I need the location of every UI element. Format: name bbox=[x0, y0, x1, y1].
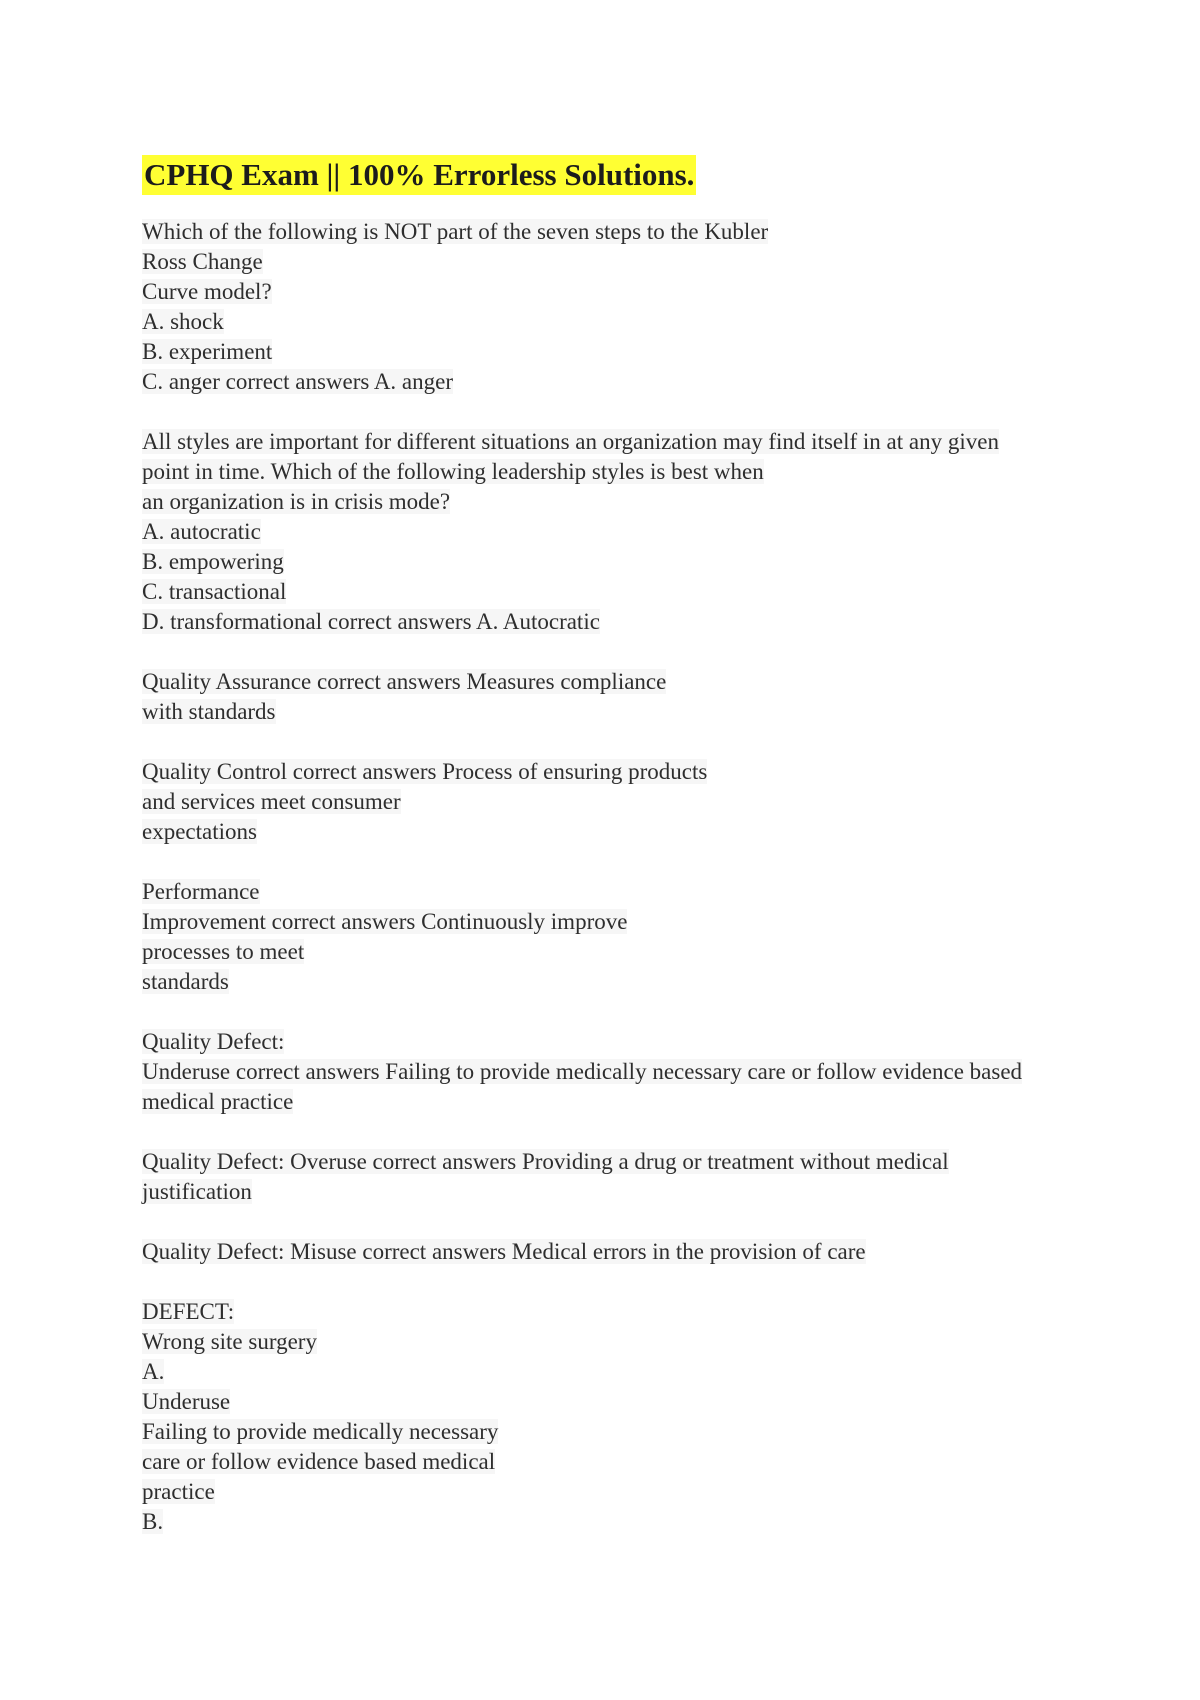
text-line: medical practice bbox=[142, 1089, 294, 1114]
text-line: All styles are important for different situations an organization may find itself in at any given bbox=[142, 429, 999, 454]
document-title: CPHQ Exam || 100% Errorless Solutions. bbox=[142, 155, 696, 195]
text-line: Curve model? bbox=[142, 279, 272, 304]
definition-block bbox=[142, 1237, 1062, 1267]
text-line: DEFECT: bbox=[142, 1299, 235, 1324]
text-line: with standards bbox=[142, 699, 276, 724]
document-page bbox=[142, 155, 1062, 1567]
text-line: Quality Defect: bbox=[142, 1029, 285, 1054]
text-line: Quality Defect: Overuse correct answers Providing a drug or treatment without medical bbox=[142, 1149, 949, 1174]
option-line: A. bbox=[142, 1359, 165, 1384]
text-line: Improvement correct answers Continuously improve bbox=[142, 909, 628, 934]
text-line: Performance bbox=[142, 879, 260, 904]
text-line: Failing to provide medically necessary bbox=[142, 1419, 499, 1444]
text-line: point in time. Which of the following leadership styles is best when bbox=[142, 459, 764, 484]
definition-block bbox=[142, 1147, 1062, 1207]
text-line: Wrong site surgery bbox=[142, 1329, 317, 1354]
question-block bbox=[142, 1297, 1062, 1537]
text-line: Ross Change bbox=[142, 249, 263, 274]
text-line: an organization is in crisis mode? bbox=[142, 489, 451, 514]
option-line: C. transactional bbox=[142, 579, 287, 604]
text-line: Quality Defect: Misuse correct answers Medical errors in the provision of care bbox=[142, 1239, 866, 1264]
text-line: Underuse bbox=[142, 1389, 231, 1414]
answer-line: C. anger correct answers A. anger bbox=[142, 369, 454, 394]
option-line: B. empowering bbox=[142, 549, 284, 574]
option-line: A. autocratic bbox=[142, 519, 261, 544]
text-line: Quality Assurance correct answers Measures compliance bbox=[142, 669, 667, 694]
question-block bbox=[142, 427, 1062, 637]
text-line: care or follow evidence based medical bbox=[142, 1449, 496, 1474]
option-line: B. experiment bbox=[142, 339, 273, 364]
text-line: practice bbox=[142, 1479, 215, 1504]
definition-block bbox=[142, 667, 1062, 727]
text-line: standards bbox=[142, 969, 229, 994]
option-line: B. bbox=[142, 1509, 164, 1534]
text-line: and services meet consumer bbox=[142, 789, 401, 814]
text-line: justification bbox=[142, 1179, 252, 1204]
text-line: Which of the following is NOT part of the seven steps to the Kubler bbox=[142, 219, 769, 244]
option-line: A. shock bbox=[142, 309, 224, 334]
answer-line: D. transformational correct answers A. Autocratic bbox=[142, 609, 600, 634]
text-line: expectations bbox=[142, 819, 257, 844]
text-line: Quality Control correct answers Process of ensuring products bbox=[142, 759, 708, 784]
question-block bbox=[142, 217, 1062, 397]
text-line: processes to meet bbox=[142, 939, 305, 964]
definition-block bbox=[142, 1027, 1062, 1117]
definition-block bbox=[142, 757, 1062, 847]
definition-block bbox=[142, 877, 1062, 997]
text-line: Underuse correct answers Failing to provide medically necessary care or follow evidence based bbox=[142, 1059, 1023, 1084]
